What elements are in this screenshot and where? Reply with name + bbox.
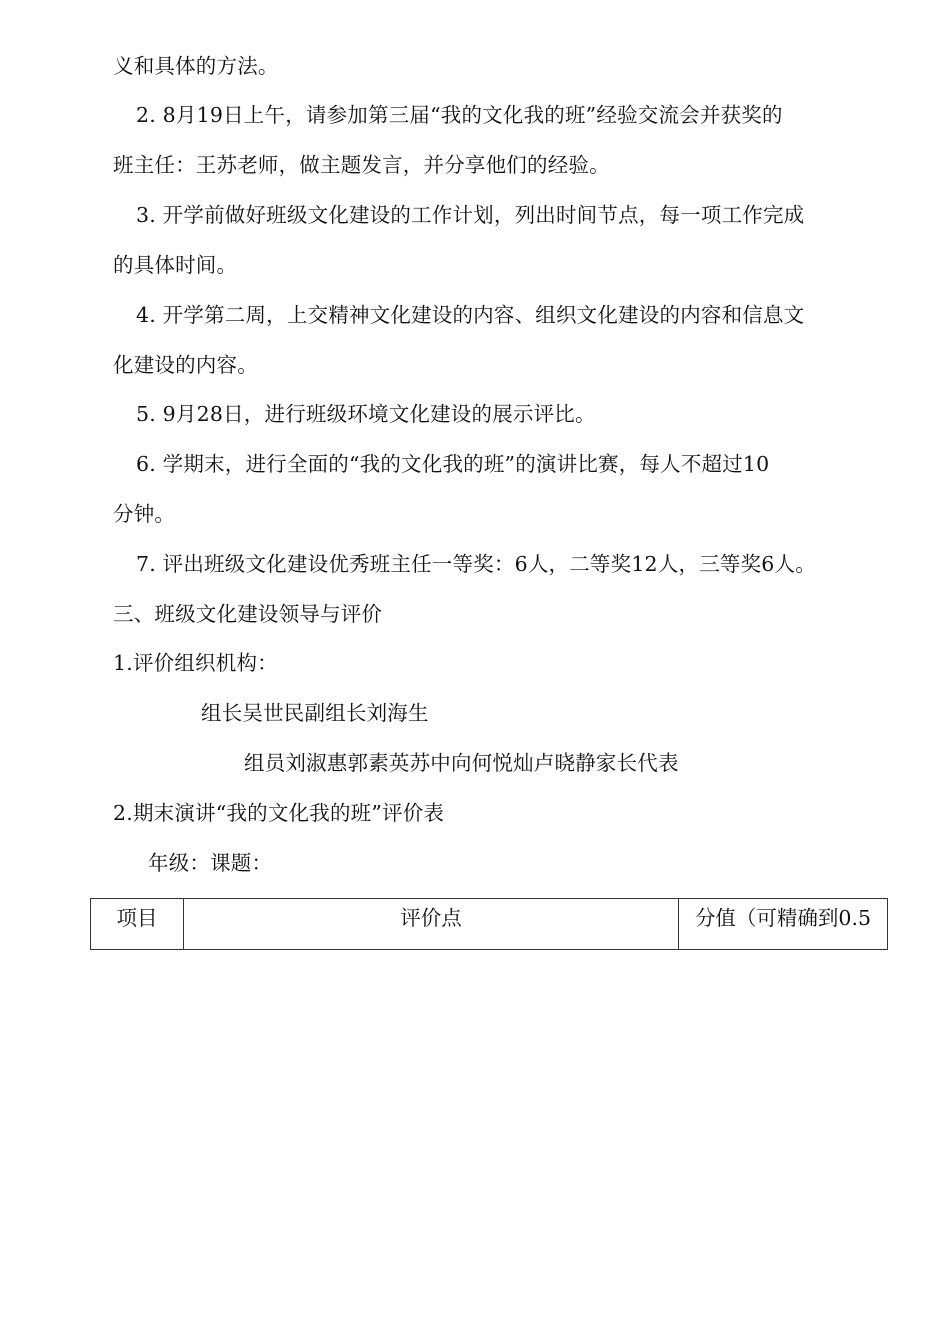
list-item-6: 6. 学期末，进行全面的“我的文化我的班”的演讲比赛，每人不超过10	[136, 452, 770, 476]
subsection-heading: 2.期末演讲“我的文化我的班”评价表	[113, 801, 445, 825]
list-item-4: 4. 开学第二周，上交精神文化建设的内容、组织文化建设的内容和信息文	[136, 303, 805, 327]
form-fields-line: 年级：课题：	[148, 851, 273, 875]
paragraph-line: 义和具体的方法。	[113, 54, 279, 78]
table-header-cell: 项目	[91, 899, 184, 950]
section-heading: 三、班级文化建设领导与评价	[113, 602, 383, 626]
subsection-heading: 1.评价组织机构：	[113, 651, 278, 675]
evaluation-table	[90, 898, 888, 950]
paragraph-line: 化建设的内容。	[113, 353, 258, 377]
list-item-2: 2. 8月19日上午，请参加第三届“我的文化我的班”经验交流会并获奖的	[136, 103, 783, 127]
list-item-3: 3. 开学前做好班级文化建设的工作计划，列出时间节点，每一项工作完成	[136, 203, 805, 227]
members-line: 组员刘淑惠郭素英苏中向何悦灿卢晓静家长代表	[244, 751, 679, 775]
list-item-7: 7. 评出班级文化建设优秀班主任一等奖：6人，二等奖12人，三等奖6人。	[136, 552, 816, 576]
paragraph-line: 班主任：王苏老师，做主题发言，并分享他们的经验。	[113, 153, 610, 177]
paragraph-line: 分钟。	[113, 502, 176, 526]
leader-line: 组长吴世民副组长刘海生	[201, 701, 429, 725]
paragraph-line: 的具体时间。	[113, 253, 238, 277]
table-header-row	[91, 899, 888, 950]
table-header-cell: 评价点	[184, 899, 679, 950]
list-item-5: 5. 9月28日，进行班级环境文化建设的展示评比。	[136, 402, 596, 426]
table-header-cell: 分值（可精确到0.5	[679, 899, 888, 950]
